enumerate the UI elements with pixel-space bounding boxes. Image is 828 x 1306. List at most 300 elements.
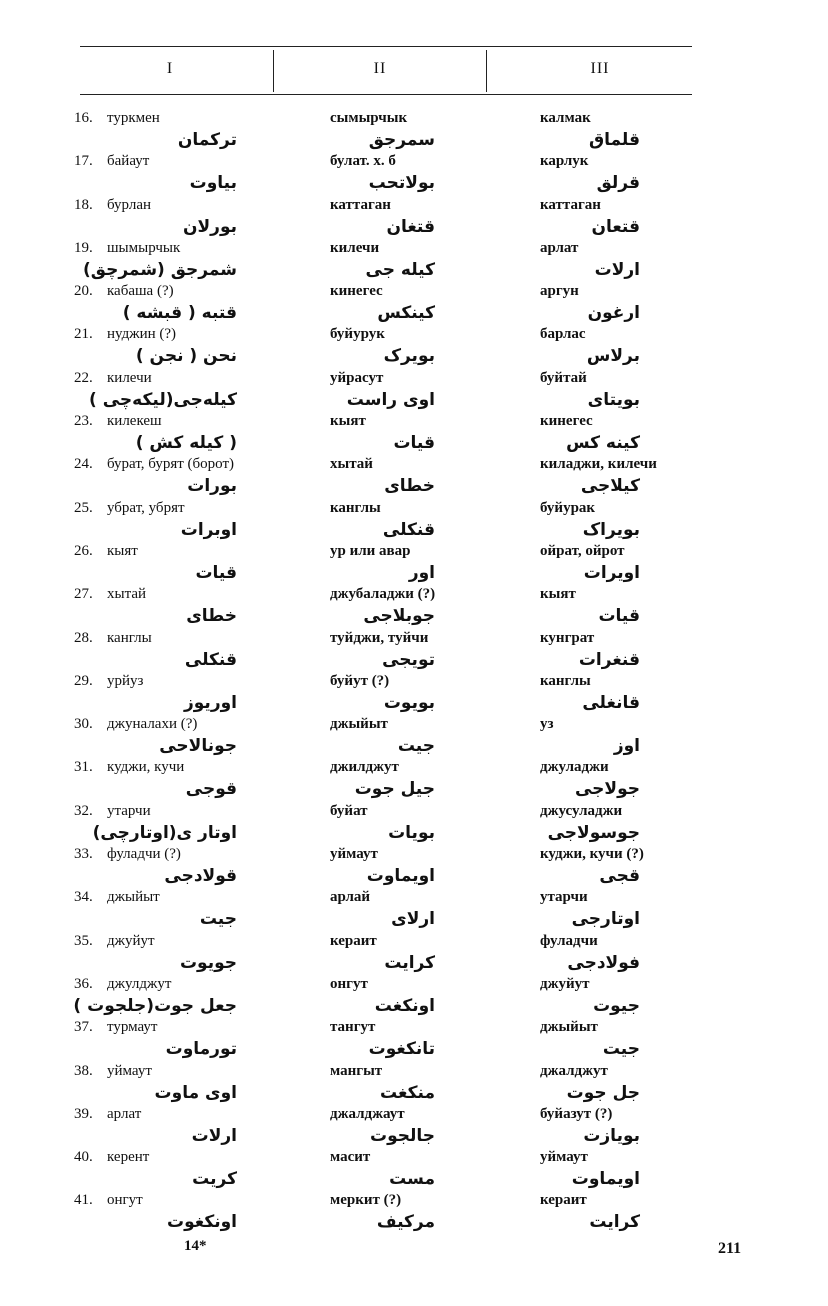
tribe-entry xyxy=(540,454,720,497)
entry-russian-line xyxy=(74,368,284,389)
entry-russian-line xyxy=(540,974,720,995)
entry-number: 33. xyxy=(74,846,93,863)
tribe-entry xyxy=(330,454,520,497)
tribe-entry xyxy=(74,628,284,671)
entry-arabic-script: ترکمان xyxy=(177,130,237,150)
tribe-entry xyxy=(540,238,720,281)
entry-russian-line xyxy=(330,411,520,432)
entry-number: 35. xyxy=(74,932,93,949)
entry-russian-name: карлук xyxy=(540,153,589,170)
entry-arabic-script: اویماوت xyxy=(366,866,435,887)
entry-russian-name: киладжи, килечи xyxy=(540,456,657,473)
tribe-entry xyxy=(540,498,720,541)
entry-arabic-script: قانغلی xyxy=(582,692,640,713)
entry-russian-name: байаут xyxy=(107,153,150,170)
entry-number: 30. xyxy=(74,716,93,733)
entry-russian-line xyxy=(540,195,720,216)
entry-russian-line xyxy=(540,151,720,172)
entry-number: 19. xyxy=(74,239,93,256)
entry-arabic-script: اوریوز xyxy=(183,692,237,713)
tribe-entry xyxy=(330,324,520,367)
entry-russian-name: джыйыт xyxy=(107,889,160,906)
entry-arabic-script: اویماوت xyxy=(571,1169,640,1190)
entry-arabic-script: تورماوت xyxy=(165,1039,237,1060)
entry-arabic-script: کریت xyxy=(192,1169,237,1190)
entry-russian-line xyxy=(540,1104,720,1125)
entry-arabic-script: بویتای xyxy=(587,389,640,410)
entry-russian-line xyxy=(330,151,520,172)
entry-russian-name: арлат xyxy=(107,1105,142,1122)
entry-russian-line xyxy=(330,714,520,735)
entry-russian-line xyxy=(74,411,284,432)
tribe-entry xyxy=(330,671,520,714)
column-header-2: II xyxy=(373,60,387,77)
entry-russian-name: джыйыт xyxy=(540,1019,598,1036)
entry-russian-line xyxy=(74,498,284,519)
entry-arabic-script: سمرجق xyxy=(368,130,435,150)
entry-russian-name: бурат, бурят (борот) xyxy=(107,456,235,473)
entry-russian-line xyxy=(74,801,284,822)
entry-arabic-script: ارغون xyxy=(587,303,640,324)
entry-russian-line xyxy=(330,368,520,389)
entry-russian-name: утарчи xyxy=(107,802,151,819)
entry-russian-name: кунграт xyxy=(540,629,595,646)
entry-russian-name: онгут xyxy=(330,975,368,992)
tribe-entry xyxy=(330,541,520,584)
entry-russian-line xyxy=(540,368,720,389)
entry-arabic-script: بویازت xyxy=(583,1125,640,1146)
entry-number: 31. xyxy=(74,759,93,776)
entry-russian-line xyxy=(540,1061,720,1082)
entry-arabic-script: قنکلی xyxy=(382,519,435,540)
entry-russian-name: кыят xyxy=(107,542,138,559)
entry-russian-name: аргун xyxy=(540,283,579,300)
entry-russian-name: канглы xyxy=(107,629,152,646)
tribe-entry xyxy=(330,584,520,627)
entry-arabic-script: اونکغت xyxy=(374,995,435,1016)
entry-russian-line xyxy=(540,238,720,259)
entry-russian-name: куджи, кучи (?) xyxy=(540,846,644,863)
entry-russian-line xyxy=(330,757,520,778)
entry-russian-name: керент xyxy=(107,1149,150,1166)
entry-arabic-script: جوسولاجی xyxy=(547,822,640,843)
entry-russian-name: канглы xyxy=(330,499,381,516)
entry-number: 37. xyxy=(74,1019,93,1036)
entry-russian-line xyxy=(330,1017,520,1038)
entry-arabic-script: کرایت xyxy=(384,952,435,973)
entry-russian-name: килекеш xyxy=(107,413,162,430)
entry-arabic-script: مرکیف xyxy=(376,1212,435,1233)
entry-russian-line xyxy=(540,411,720,432)
entry-russian-line xyxy=(74,1061,284,1082)
tribe-entry xyxy=(540,411,720,454)
entry-russian-name: джуладжи xyxy=(540,759,609,776)
entry-russian-line xyxy=(74,1147,284,1168)
entry-russian-name: уз xyxy=(540,716,554,733)
tribe-entry xyxy=(74,714,284,757)
entry-arabic-script: اوتارجی xyxy=(571,909,640,930)
entry-arabic-script: شمرجق (شمرچق) xyxy=(83,259,237,280)
tribe-entry xyxy=(74,498,284,541)
entry-russian-line xyxy=(74,887,284,908)
tribe-entry xyxy=(74,584,284,627)
entry-russian-line xyxy=(330,1190,520,1211)
entry-russian-name: каттаган xyxy=(330,196,391,213)
tribe-entry xyxy=(330,757,520,800)
entry-russian-name: кыят xyxy=(540,586,576,603)
tribe-entry xyxy=(74,1104,284,1147)
tribe-entry xyxy=(540,584,720,627)
entry-arabic-script: جل جوت xyxy=(566,1082,640,1103)
tribe-entry xyxy=(540,757,720,800)
tribe-entry xyxy=(330,887,520,930)
tribe-entry xyxy=(74,1017,284,1060)
entry-arabic-script: جیل جوت xyxy=(354,779,435,800)
entry-russian-line xyxy=(330,1104,520,1125)
entry-russian-name: масит xyxy=(330,1149,371,1166)
entry-number: 29. xyxy=(74,672,93,689)
entry-arabic-script: قیات xyxy=(195,562,237,583)
entry-russian-line xyxy=(74,454,284,475)
entry-russian-line xyxy=(540,887,720,908)
entry-number: 24. xyxy=(74,456,93,473)
entry-arabic-script: اوی ماوت xyxy=(154,1082,237,1103)
entry-russian-line xyxy=(330,454,520,475)
entry-russian-line xyxy=(540,844,720,865)
column-divider-2 xyxy=(486,50,487,92)
entry-arabic-script: بیاوت xyxy=(189,173,237,194)
entry-arabic-script: بولاتحب xyxy=(368,173,435,194)
entry-arabic-script: قجی xyxy=(599,866,640,887)
entry-arabic-script: ارلات xyxy=(594,259,640,280)
entry-arabic-script: اوتار ی(اوتارچی) xyxy=(92,822,237,843)
entry-russian-name: ойрат, ойрот xyxy=(540,542,625,559)
tribe-entry xyxy=(74,974,284,1017)
entry-russian-name: меркит (?) xyxy=(330,1192,402,1209)
entry-number: 20. xyxy=(74,283,93,300)
tribe-entry xyxy=(74,238,284,281)
tribe-entry xyxy=(540,1061,720,1104)
entry-russian-line xyxy=(540,714,720,735)
entry-russian-line xyxy=(330,584,520,605)
entry-russian-name: буйурак xyxy=(540,499,596,516)
tribe-entry xyxy=(74,801,284,844)
entry-arabic-script: ارلات xyxy=(191,1125,237,1146)
tribe-entry xyxy=(74,108,284,151)
tribe-entry xyxy=(74,411,284,454)
entry-russian-line xyxy=(330,628,520,649)
entry-arabic-script: قتعان xyxy=(591,216,640,237)
entry-number: 21. xyxy=(74,326,93,343)
tribe-entry xyxy=(330,974,520,1017)
entry-arabic-script: قنکلی xyxy=(184,649,237,670)
entry-russian-line xyxy=(74,584,284,605)
entry-number: 39. xyxy=(74,1105,93,1122)
tribe-entry xyxy=(74,151,284,194)
entry-russian-name: утарчи xyxy=(540,889,588,906)
entry-russian-line xyxy=(540,1190,720,1211)
entry-russian-line xyxy=(74,324,284,345)
tribe-entry xyxy=(330,238,520,281)
entry-russian-line xyxy=(540,584,720,605)
tribe-entry xyxy=(540,628,720,671)
entry-russian-line xyxy=(74,757,284,778)
entry-number: 36. xyxy=(74,975,93,992)
tribe-entry xyxy=(74,931,284,974)
entry-russian-line xyxy=(74,1104,284,1125)
entry-arabic-script: جیت xyxy=(199,909,237,930)
column-1 xyxy=(74,108,284,1234)
entry-arabic-script: کیله‌جی(لیکه‌چی ) xyxy=(89,389,237,410)
entry-arabic-script: منکغت xyxy=(380,1082,435,1103)
entry-russian-name: калмак xyxy=(540,110,591,126)
entry-russian-line xyxy=(540,757,720,778)
entry-russian-line xyxy=(74,108,284,129)
entry-russian-line xyxy=(74,541,284,562)
entry-russian-name: килечи xyxy=(330,239,380,256)
entry-russian-name: джуйут xyxy=(540,975,590,992)
entry-russian-name: уймаут xyxy=(330,846,378,863)
entry-arabic-script: کینکس xyxy=(377,303,435,324)
entry-arabic-script: جعل جوت(جلجوت ) xyxy=(73,995,237,1016)
entry-russian-name: тангут xyxy=(330,1019,376,1036)
entry-russian-line xyxy=(540,1017,720,1038)
entry-arabic-script: کینه کس xyxy=(566,433,640,454)
entry-russian-line xyxy=(330,844,520,865)
entry-russian-name: шымырчык xyxy=(107,239,181,256)
entry-arabic-script: ارلای xyxy=(391,909,435,930)
entry-russian-line xyxy=(74,714,284,735)
tribe-entry xyxy=(74,887,284,930)
tribe-entry xyxy=(540,931,720,974)
entry-russian-name: джалджаут xyxy=(330,1105,405,1122)
entry-russian-name: булат. х. б xyxy=(330,153,396,170)
entry-russian-name: хытай xyxy=(330,456,373,473)
entry-arabic-script: برلاس xyxy=(586,346,640,367)
tribe-entry xyxy=(540,541,720,584)
entry-russian-line xyxy=(540,498,720,519)
header-rule-bottom xyxy=(80,94,692,95)
entry-russian-name: бурлан xyxy=(107,196,152,213)
entry-number: 17. xyxy=(74,153,93,170)
entry-number: 27. xyxy=(74,586,93,603)
tribe-entry xyxy=(540,974,720,1017)
tribe-entry xyxy=(74,454,284,497)
tribe-entry xyxy=(74,844,284,887)
entry-russian-name: джыйыт xyxy=(330,716,388,733)
entry-russian-line xyxy=(330,324,520,345)
entry-arabic-script: جولاجی xyxy=(574,779,640,800)
entry-arabic-script: بویوت xyxy=(383,692,435,713)
tribe-entry xyxy=(330,801,520,844)
entry-number: 16. xyxy=(74,110,93,126)
entry-arabic-script: جالجوت xyxy=(369,1125,435,1146)
entry-arabic-script: قتبه ( قبشه ) xyxy=(122,303,237,324)
tribe-entry xyxy=(330,1017,520,1060)
entry-arabic-script: قتغان xyxy=(386,216,435,237)
tribe-entry xyxy=(540,714,720,757)
tribe-entry xyxy=(74,281,284,324)
entry-russian-name: нуджин (?) xyxy=(107,326,177,343)
entry-arabic-script: خطای xyxy=(384,476,435,497)
entry-russian-line xyxy=(74,931,284,952)
entry-russian-line xyxy=(330,1061,520,1082)
entry-russian-name: уймаут xyxy=(540,1149,588,1166)
entry-arabic-script: اویرات xyxy=(583,562,640,583)
tribe-entry xyxy=(74,541,284,584)
entry-russian-name: барлас xyxy=(540,326,586,343)
column-3 xyxy=(540,108,720,1234)
entry-russian-name: турмаут xyxy=(107,1019,158,1036)
column-header-3: III xyxy=(590,60,610,77)
entry-russian-name: кераит xyxy=(330,932,377,949)
entry-arabic-script: اوبرات xyxy=(180,519,237,540)
entry-russian-name: буйазут (?) xyxy=(540,1105,613,1122)
tribe-entry xyxy=(330,628,520,671)
entry-russian-line xyxy=(330,1147,520,1168)
header-rule-top xyxy=(80,46,692,47)
tribe-entry xyxy=(74,195,284,238)
entry-russian-line xyxy=(330,281,520,302)
entry-arabic-script: خطای xyxy=(186,606,237,627)
tribe-entry xyxy=(74,1147,284,1190)
entry-russian-line xyxy=(540,108,720,129)
entry-arabic-script: قولادجی xyxy=(164,866,237,887)
entry-arabic-script: بویراک xyxy=(582,519,640,540)
entry-russian-name: ур или авар xyxy=(330,542,411,559)
entry-russian-name: канглы xyxy=(540,672,591,689)
entry-russian-name: онгут xyxy=(107,1192,143,1209)
entry-arabic-script: قنغرات xyxy=(578,649,640,670)
entry-number: 34. xyxy=(74,889,93,906)
tribe-entry xyxy=(74,368,284,411)
entry-russian-name: фуладчи xyxy=(540,932,598,949)
entry-arabic-script: بویات xyxy=(388,822,435,843)
tribe-entry xyxy=(330,931,520,974)
tribe-entry xyxy=(540,368,720,411)
entry-russian-name: джуйут xyxy=(107,932,155,949)
tribe-entry xyxy=(540,108,720,151)
entry-russian-name: арлат xyxy=(540,239,579,256)
tribe-entry xyxy=(330,368,520,411)
entry-arabic-script: اور xyxy=(408,562,435,583)
entry-arabic-script: قرلق xyxy=(596,173,640,194)
tribe-entry xyxy=(330,151,520,194)
entry-russian-line xyxy=(540,541,720,562)
entry-russian-name: туркмен xyxy=(107,110,160,126)
entry-russian-name: кераит xyxy=(540,1192,587,1209)
tribe-entry xyxy=(540,801,720,844)
entry-russian-name: уйрасут xyxy=(330,369,384,386)
entry-russian-line xyxy=(330,108,520,129)
entry-russian-line xyxy=(540,628,720,649)
entry-russian-name: кинегес xyxy=(330,283,383,300)
entry-arabic-script: مست xyxy=(389,1169,435,1190)
entry-russian-name: джулджут xyxy=(107,975,172,992)
entry-russian-name: джилджут xyxy=(330,759,399,776)
entry-russian-line xyxy=(74,1190,284,1211)
tribe-entry xyxy=(330,1190,520,1233)
tribe-entry xyxy=(540,324,720,367)
tribe-entry xyxy=(330,714,520,757)
entry-russian-name: кабаша (?) xyxy=(107,283,174,300)
entry-russian-line xyxy=(74,195,284,216)
tribe-entry xyxy=(74,324,284,367)
column-header-1: I xyxy=(166,60,174,77)
entry-russian-line xyxy=(330,498,520,519)
entry-number: 18. xyxy=(74,196,93,213)
entry-russian-name: хытай xyxy=(107,586,147,603)
tribe-entry xyxy=(540,1190,720,1233)
entry-number: 32. xyxy=(74,802,93,819)
tribe-entry xyxy=(540,281,720,324)
entry-russian-line xyxy=(74,238,284,259)
entry-number: 26. xyxy=(74,542,93,559)
signature-mark: 14* xyxy=(184,1238,207,1254)
entry-russian-name: сымырчык xyxy=(330,110,408,126)
entry-russian-name: уймаут xyxy=(107,1062,152,1079)
entry-arabic-script: قیات xyxy=(393,433,435,454)
entry-number: 25. xyxy=(74,499,93,516)
entry-russian-name: фуладчи (?) xyxy=(107,846,181,863)
entry-number: 23. xyxy=(74,413,93,430)
tribe-entry xyxy=(540,151,720,194)
entry-arabic-script: قلماق xyxy=(588,130,640,150)
entry-number: 22. xyxy=(74,369,93,386)
entry-russian-name: урйуз xyxy=(107,672,144,689)
entry-arabic-script: اوز xyxy=(613,736,640,757)
entry-russian-name: буйут (?) xyxy=(330,672,390,689)
entry-russian-line xyxy=(330,541,520,562)
entry-russian-line xyxy=(74,151,284,172)
tribe-entry xyxy=(74,1061,284,1104)
tribe-entry xyxy=(330,281,520,324)
entry-number: 28. xyxy=(74,629,93,646)
entry-russian-line xyxy=(74,281,284,302)
entry-russian-line xyxy=(540,931,720,952)
tribe-entry xyxy=(540,1147,720,1190)
entry-arabic-script: اونکغوت xyxy=(166,1212,237,1233)
entry-russian-line xyxy=(330,887,520,908)
tribe-entry xyxy=(540,844,720,887)
entry-arabic-script: کرایت xyxy=(589,1212,640,1233)
entry-arabic-script: تویجی xyxy=(382,649,435,670)
entry-russian-line xyxy=(540,671,720,692)
entry-arabic-script: بورلان xyxy=(183,216,237,237)
entry-arabic-script: اوی راست xyxy=(346,389,435,410)
tribe-entry xyxy=(330,411,520,454)
entry-number: 40. xyxy=(74,1149,93,1166)
entry-arabic-script: ( کیله کش ) xyxy=(135,433,237,454)
column-2 xyxy=(330,108,520,1234)
entry-russian-name: кинегес xyxy=(540,413,593,430)
tribe-entry xyxy=(330,1061,520,1104)
entry-arabic-script: قیات xyxy=(598,606,640,627)
entry-arabic-script: بورات xyxy=(187,476,237,497)
entry-arabic-script: کیله جی xyxy=(365,259,435,280)
entry-russian-line xyxy=(540,1147,720,1168)
tribe-entry xyxy=(74,757,284,800)
entry-russian-name: мангыт xyxy=(330,1062,383,1079)
entry-russian-line xyxy=(74,1017,284,1038)
entry-arabic-script: جوبلاجی xyxy=(363,606,435,627)
page-number: 211 xyxy=(718,1240,742,1257)
entry-russian-name: буйат xyxy=(330,802,368,819)
entry-arabic-script: جیوت xyxy=(593,995,640,1016)
tribe-entry xyxy=(74,671,284,714)
entry-arabic-script: تانکغوت xyxy=(368,1039,435,1060)
entry-arabic-script: جویوت xyxy=(179,952,237,973)
